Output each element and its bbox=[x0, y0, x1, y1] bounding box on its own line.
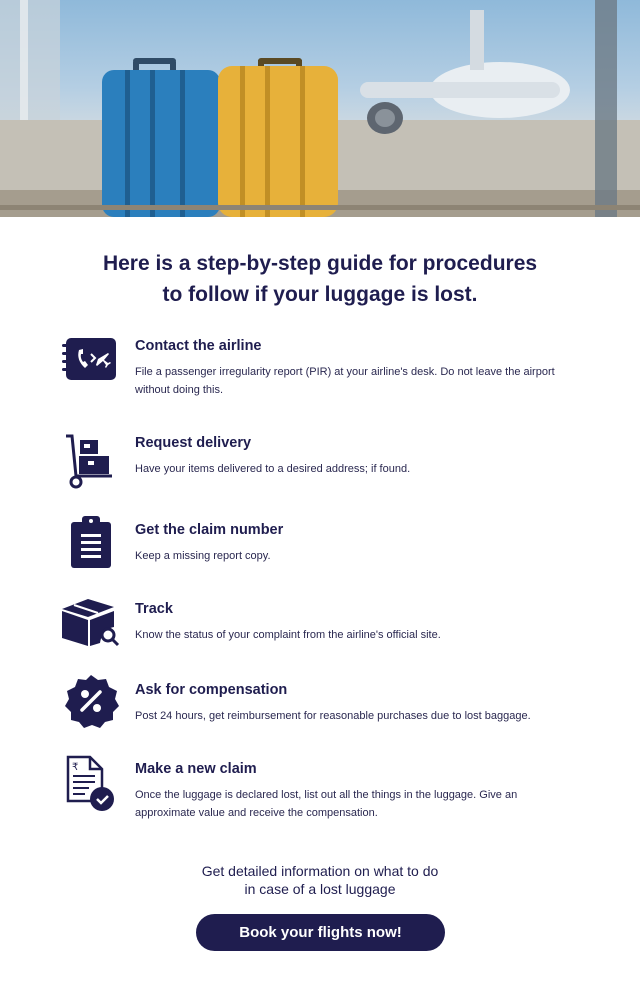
step-description: Keep a missing report copy. bbox=[135, 550, 271, 562]
step-description: Post 24 hours, get reimbursement for reasonable purchases due to lost baggage. bbox=[135, 710, 531, 722]
hero-image bbox=[0, 0, 640, 217]
step-title: Ask for compensation bbox=[135, 682, 288, 698]
luggage-airport-illustration bbox=[0, 0, 640, 217]
step-description: File a passenger irregularity report (PIR) at your airline's desk. Do not leave the airport without doing this. bbox=[135, 366, 555, 396]
claim-document-icon bbox=[60, 755, 120, 815]
step-title: Contact the airline bbox=[135, 338, 262, 354]
step-description: Know the status of your complaint from the airline's official site. bbox=[135, 629, 441, 641]
step-description: Once the luggage is declared lost, list out all the things in the luggage. Give an approximate value and receive the compensation. bbox=[135, 789, 518, 819]
footer-info-line2: in case of a lost luggage bbox=[244, 881, 396, 897]
book-flights-button[interactable]: Book your flights now! bbox=[196, 914, 445, 951]
step-title: Request delivery bbox=[135, 435, 252, 451]
percent-badge-icon bbox=[60, 674, 120, 734]
svg-text:₹: ₹ bbox=[72, 762, 79, 773]
page-title-line2: to follow if your luggage is lost. bbox=[162, 283, 478, 306]
step-description: Have your items delivered to a desired address; if found. bbox=[135, 463, 411, 475]
package-search-icon bbox=[60, 597, 120, 657]
clipboard-icon bbox=[60, 516, 120, 576]
footer-info bbox=[0, 862, 640, 898]
luggage-trolley-icon bbox=[60, 434, 120, 494]
step-title: Make a new claim bbox=[135, 761, 257, 777]
step-title: Get the claim number bbox=[135, 522, 284, 538]
page-title bbox=[0, 248, 640, 310]
step-title: Track bbox=[135, 601, 173, 617]
page-title-line1: Here is a step-by-step guide for procedures bbox=[102, 252, 538, 275]
footer-info-line1: Get detailed information on what to do bbox=[201, 863, 439, 879]
phone-airline-icon bbox=[60, 336, 120, 396]
